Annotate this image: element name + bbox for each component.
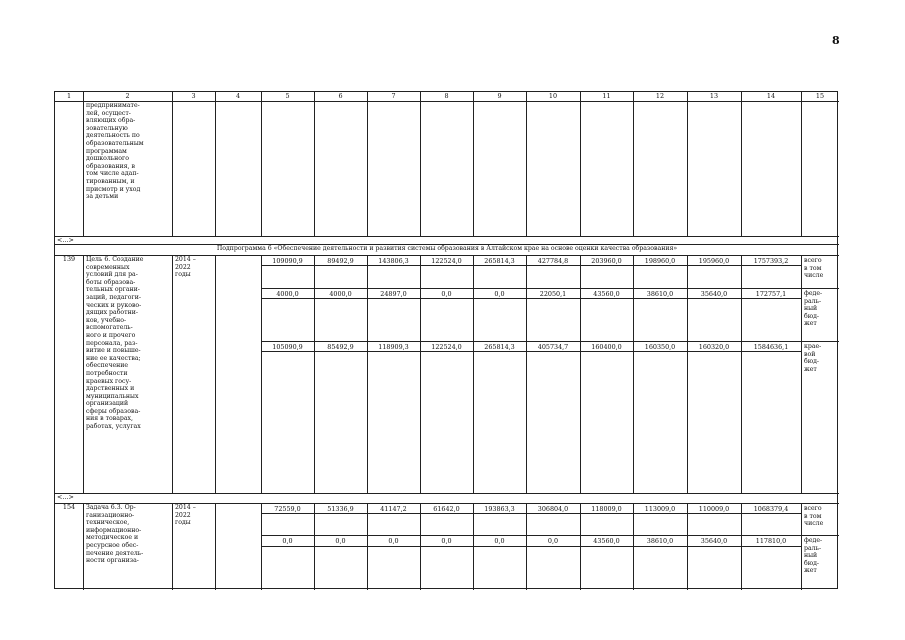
- column-rule: [215, 101, 216, 236]
- header-cell: 14: [766, 92, 776, 100]
- text-line: ков, учебно-: [86, 316, 127, 324]
- column-rule: [741, 503, 742, 590]
- value-cell: 118909,3: [378, 342, 409, 351]
- value-cell: 1584636,1: [753, 342, 789, 351]
- text-line: техническое,: [86, 519, 130, 527]
- text-line: ный: [804, 305, 818, 313]
- column-rule: [83, 101, 84, 236]
- value-cell: 113009,0: [644, 504, 676, 513]
- text-line: ческих и руково-: [86, 301, 142, 309]
- column-rule: [473, 101, 474, 236]
- text-line: печение деятель-: [86, 549, 144, 557]
- column-rule: [580, 503, 581, 590]
- column-rule: [172, 101, 173, 236]
- value-cell: 38610,0: [646, 536, 674, 545]
- subprogram-title: Подпрограмма 6 «Обеспечение деятельности и развития системы образования в Алтайском крае на основе оценки качества образования»: [216, 245, 678, 252]
- value-cell: 43560,0: [593, 536, 620, 545]
- value-cell: 1757393,2: [753, 256, 789, 265]
- text-line: информационно-: [86, 526, 142, 534]
- column-rule: [420, 101, 421, 236]
- value-cell: 203960,0: [591, 256, 622, 265]
- text-line: деятельность по: [86, 132, 140, 140]
- text-line: жет: [804, 320, 817, 328]
- column-rule: [526, 503, 527, 590]
- text-line: за детьми: [86, 193, 119, 201]
- text-line: том числе адап-: [86, 170, 139, 178]
- value-cell: 143806,3: [378, 256, 409, 265]
- text-line: ние ее качества;: [86, 354, 141, 362]
- value-cell: 117810,0: [755, 536, 787, 545]
- value-underline: [261, 298, 801, 299]
- value-cell: 160400,0: [591, 342, 622, 351]
- text-line: всего: [804, 257, 822, 264]
- column-rule: [314, 101, 315, 236]
- value-cell: 1068379,4: [753, 504, 789, 513]
- header-cell: 13: [709, 92, 719, 100]
- text-line: бюд-: [804, 312, 820, 320]
- value-cell: 0,0: [388, 536, 399, 545]
- column-rule: [801, 101, 802, 236]
- text-line: дарственных и: [86, 385, 135, 393]
- column-rule: [83, 503, 84, 590]
- text-line: программам: [86, 147, 127, 155]
- column-rule: [172, 503, 173, 590]
- column-rule: [215, 255, 216, 493]
- text-line: вой: [804, 350, 816, 358]
- text-line: ности организа-: [86, 557, 139, 565]
- text-line: ного и прочего: [86, 331, 136, 339]
- value-cell: 110009,0: [698, 504, 730, 513]
- text-line: бюд-: [804, 559, 820, 567]
- value-cell: 0,0: [335, 536, 346, 545]
- column-rule: [801, 503, 802, 590]
- value-cell: 35640,0: [700, 536, 728, 545]
- row-139-period: [175, 256, 215, 279]
- text-line: ный: [804, 552, 818, 560]
- funding-source: [804, 505, 838, 528]
- text-line: вляющих обра-: [86, 117, 136, 125]
- value-cell: 105090,9: [272, 342, 303, 351]
- text-line: жет: [804, 365, 817, 373]
- text-line: бюд-: [804, 358, 820, 366]
- text-line: витие и повыше-: [86, 347, 141, 355]
- column-rule: [687, 101, 688, 236]
- header-cell: 2: [125, 92, 130, 100]
- row-154-number: 154: [62, 503, 76, 511]
- header-cell: 12: [655, 92, 665, 100]
- ellipsis-marker: <...>: [57, 236, 74, 244]
- column-rule: [633, 503, 634, 590]
- header-cell: 1: [66, 92, 72, 100]
- funding-source: [804, 537, 838, 575]
- text-line: методическое и: [86, 534, 139, 542]
- text-line: заций, педагоги-: [86, 293, 141, 301]
- text-line: ганизационно-: [86, 511, 135, 519]
- value-cell: 172757,1: [755, 289, 787, 298]
- value-cell: 195960,0: [698, 256, 730, 265]
- ellipsis-marker: <...>: [57, 493, 74, 501]
- value-underline: [261, 546, 801, 547]
- value-underline: [261, 265, 801, 266]
- text-line: вспомогатель-: [86, 324, 133, 332]
- text-line: дошкольного: [86, 155, 129, 163]
- text-line: дящих работни-: [86, 309, 138, 317]
- text-line: годы: [175, 271, 191, 279]
- value-cell: 122524,0: [431, 342, 462, 351]
- header-cell: 11: [602, 92, 611, 100]
- value-cell: 193863,3: [484, 504, 515, 513]
- text-line: персонала, раз-: [86, 339, 138, 347]
- value-cell: 43560,0: [593, 289, 620, 298]
- row-139-description: [86, 256, 170, 431]
- text-line: зовательную: [86, 124, 128, 132]
- column-rule: [367, 503, 368, 590]
- text-line: сферы образова-: [86, 407, 141, 415]
- value-cell: 4000,0: [329, 289, 352, 298]
- budget-table: [54, 91, 838, 589]
- header-cell: 9: [497, 92, 502, 100]
- value-cell: 61642,0: [433, 504, 460, 513]
- page-number: 8: [832, 34, 840, 47]
- header-cell: 5: [285, 92, 290, 100]
- text-line: присмотр и уход: [86, 185, 141, 193]
- value-cell: 0,0: [494, 289, 505, 298]
- value-cell: 51336,9: [327, 504, 354, 513]
- value-cell: 35640,0: [700, 289, 728, 298]
- text-line: условий для ра-: [86, 271, 138, 279]
- text-line: лей, осущест-: [86, 109, 131, 117]
- header-cell: 8: [444, 92, 449, 100]
- text-line: 2014 –: [175, 256, 196, 263]
- funding-source: [804, 257, 838, 280]
- row-154-description: [86, 504, 170, 565]
- text-line: работах, услугах: [86, 423, 141, 431]
- value-cell: 4000,0: [276, 289, 299, 298]
- value-underline: [261, 351, 801, 352]
- column-rule: [261, 503, 262, 590]
- text-line: ресурсное обес-: [86, 541, 139, 549]
- column-rule: [801, 255, 802, 493]
- value-cell: 89492,9: [327, 256, 354, 265]
- column-rule: [367, 101, 368, 236]
- value-cell: 0,0: [494, 536, 505, 545]
- header-cell: 7: [391, 92, 396, 100]
- text-line: годы: [175, 519, 191, 527]
- value-cell: 41147,2: [380, 504, 407, 513]
- text-line: крае-: [804, 343, 822, 350]
- text-line: в том: [804, 512, 822, 520]
- value-cell: 72559,0: [274, 504, 301, 513]
- value-cell: 405734,7: [537, 342, 569, 351]
- value-cell: 118009,0: [591, 504, 622, 513]
- text-line: числе: [804, 272, 824, 280]
- text-line: потребности: [86, 369, 128, 377]
- text-line: предпринимате-: [86, 102, 140, 109]
- text-line: современных: [86, 263, 130, 271]
- text-line: муниципальных: [86, 392, 139, 400]
- value-cell: 0,0: [441, 536, 452, 545]
- column-rule: [580, 101, 581, 236]
- value-cell: 198960,0: [644, 256, 676, 265]
- column-rule: [83, 255, 84, 493]
- text-line: Задача 6.3. Ор-: [86, 504, 136, 511]
- column-rule: [741, 101, 742, 236]
- funding-source: [804, 290, 838, 328]
- funding-source: [804, 343, 838, 373]
- header-cell: 4: [235, 92, 241, 100]
- column-rule: [215, 503, 216, 590]
- text-line: краевых госу-: [86, 377, 132, 385]
- column-rule: [633, 101, 634, 236]
- column-rule: [172, 255, 173, 493]
- text-line: числе: [804, 520, 824, 528]
- text-line: в том: [804, 264, 822, 272]
- value-cell: 0,0: [441, 289, 452, 298]
- value-cell: 109090,9: [272, 256, 303, 265]
- value-cell: 38610,0: [646, 289, 674, 298]
- value-cell: 85492,9: [327, 342, 354, 351]
- value-cell: 0,0: [547, 536, 559, 545]
- text-line: 2014 –: [175, 504, 196, 511]
- value-cell: 265814,3: [484, 256, 515, 265]
- column-rule: [687, 503, 688, 590]
- value-cell: 427784,8: [537, 256, 569, 265]
- column-rule: [526, 101, 527, 236]
- text-line: ния в товарах,: [86, 415, 133, 423]
- column-rule: [314, 503, 315, 590]
- value-cell: 122524,0: [431, 256, 462, 265]
- value-underline: [261, 513, 801, 514]
- text-line: тированным, и: [86, 177, 135, 185]
- value-cell: 24897,0: [380, 289, 407, 298]
- row-154-period: [175, 504, 215, 527]
- header-cell: 3: [191, 92, 196, 100]
- text-line: раль-: [804, 297, 822, 305]
- block-rule: [55, 493, 839, 494]
- column-rule: [473, 503, 474, 590]
- row-139-number: 139: [62, 255, 76, 263]
- text-line: тельных органи-: [86, 286, 140, 294]
- value-cell: 160350,0: [644, 342, 676, 351]
- header-cell: 6: [338, 92, 343, 100]
- text-line: раль-: [804, 544, 822, 552]
- text-line: всего: [804, 505, 822, 512]
- value-cell: 265814,3: [484, 342, 515, 351]
- column-rule: [420, 503, 421, 590]
- text-line: обеспечение: [86, 362, 129, 370]
- text-line: феде-: [804, 537, 823, 544]
- text-line: феде-: [804, 290, 823, 297]
- text-line: образовательным: [86, 139, 144, 147]
- column-rule: [261, 101, 262, 236]
- text-line: 2022: [175, 263, 191, 271]
- text-line: 2022: [175, 511, 191, 519]
- text-line: боты образова-: [86, 278, 136, 286]
- text-line: образования, в: [86, 162, 135, 170]
- header-cell: 10: [548, 92, 558, 100]
- text-line: Цель 6. Создание: [86, 256, 144, 263]
- block-rule: [55, 236, 839, 237]
- value-cell: 160320,0: [698, 342, 730, 351]
- value-cell: 306804,0: [537, 504, 569, 513]
- value-cell: 0,0: [282, 536, 293, 545]
- continuation-text: [86, 102, 170, 201]
- text-line: организаций: [86, 400, 129, 408]
- text-line: жет: [804, 567, 817, 575]
- value-cell: 22050,1: [539, 289, 567, 298]
- header-cell: 15: [815, 92, 825, 100]
